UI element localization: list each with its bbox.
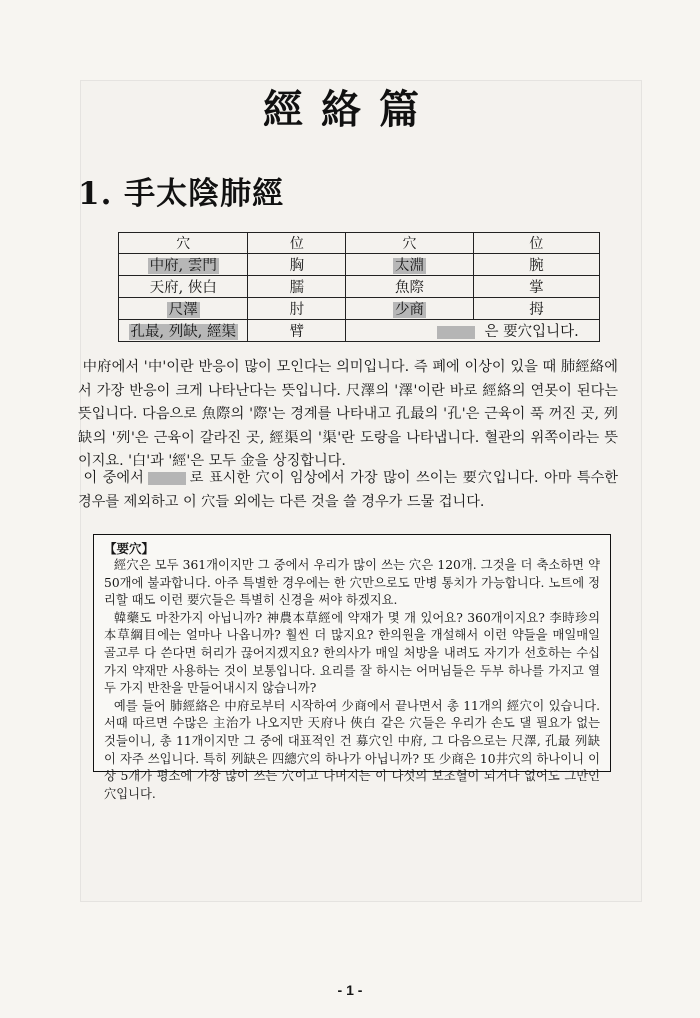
paragraph-text: 中府에서 '中'이란 반응이 많이 모인다는 의미입니다. 즉 폐에 이상이 있을 때 肺經絡에서 가장 반응이 크게 나타난다는 뜻입니다. 尺澤의 '澤'이란 바로 經絡의 연못이 된다는 뜻입니다. 다음으로 魚際의 '際'는 경계를 나타내고 孔最의 '孔'은 근육이 푹 꺼진 곳, 列缺의 '列'은 근육이 갈라진 곳, 經渠의 '渠'란 도랑을 나타냅니다. 혈관의 위쪽이라는 뜻이지요. '白'과 '經'은 모두 金을 상징합니다. xyxy=(78,359,618,469)
acupoint-table xyxy=(118,232,600,342)
table-cell xyxy=(119,254,248,276)
table-row xyxy=(119,298,600,320)
highlighted-point: 太淵 xyxy=(395,258,425,274)
page-title: 經絡篇 xyxy=(263,86,437,133)
table-cell: 掌 xyxy=(473,276,599,298)
table-header-point: 穴 xyxy=(346,233,474,254)
table-cell xyxy=(346,254,474,276)
box-heading: 【要穴】 xyxy=(104,541,155,556)
body-paragraph xyxy=(78,467,618,514)
highlighted-point: 孔最, 列缺, 經渠 xyxy=(130,324,236,340)
box-paragraph: 韓藥도 마찬가지 아닙니까? 神農本草經에 약재가 몇 개 있어요? 360개이지요? 李時珍의 本草綱目에는 얼마나 나옵니까? 훨씬 더 많지요? 한의원을 개설해서 이런 약들을 매일매일 골고루 다 쓴다면 허리가 끊어지겠지요? 한의사가 매일 처방을 내려도 자기가 선호하는 수십 가지 약재만 사용하는 것이 보통입니다. 요리를 잘 하시는 어머님들은 두부 하나를 가지고 열 두 가지 반찬을 만들어내시지 않습니까? xyxy=(104,610,600,696)
box-paragraph: 經穴은 모두 361개이지만 그 중에서 우리가 많이 쓰는 穴은 120개. 그것을 더 축소하면 약 50개에 불과합니다. 아주 특별한 경우에는 한 穴만으로도 만병 통치가 가능합니다. 노트에 정리할 때도 이런 要穴들은 특별히 신경을 써야 하겠지요. xyxy=(104,558,600,608)
paragraph-text: 이 중에서 xyxy=(83,470,144,486)
table-legend-text: 은 要穴입니다. xyxy=(484,324,579,340)
table-cell: 臑 xyxy=(248,276,346,298)
table-header-point: 穴 xyxy=(119,233,248,254)
table-row xyxy=(119,254,600,276)
table-cell xyxy=(119,298,248,320)
page-number: - 1 - xyxy=(337,982,363,998)
box-paragraph: 예를 들어 肺經絡은 中府로부터 시작하여 少商에서 끝나면서 총 11개의 經穴이 있습니다. 서때 따르면 수많은 主治가 나오지만 天府나 俠白 같은 穴들은 우리가 손도 댈 필요가 없는 것들이니, 총 11개이지만 그 중에 대표적인 건 募穴인 中府, 그 다음으로는 尺澤, 孔最 列缺이 자주 쓰입니다. 특히 列缺은 四總穴의 하나가 아닙니까? 또 少商은 10井穴의 하나이니 이상 5개가 평소에 가장 많이 쓰는 穴이고 나머지는 이 다섯의 보조혈이 되거나 없어도 그만인 穴입니다. xyxy=(104,698,600,801)
highlight-legend-swatch xyxy=(437,326,475,339)
table-row xyxy=(119,320,600,342)
table-cell xyxy=(119,320,248,342)
paragraph-text: 로 표시한 穴이 임상에서 가장 많이 쓰이는 要穴입니다. 아마 특수한 경우를 제외하고 이 穴들 외에는 다른 것을 쓸 경우가 드물 겁니다. xyxy=(78,470,618,510)
highlight-legend-swatch xyxy=(148,472,186,485)
table-cell: 天府, 俠白 xyxy=(119,276,248,298)
highlighted-point: 中府, 雲門 xyxy=(149,258,217,274)
table-header-row xyxy=(119,233,600,254)
table-legend-cell xyxy=(346,320,600,342)
section-title: 1. 手太陰肺經 xyxy=(78,176,285,212)
table-cell: 腕 xyxy=(473,254,599,276)
highlighted-point: 少商 xyxy=(395,302,425,318)
table-cell: 臂 xyxy=(248,320,346,342)
highlighted-point: 尺澤 xyxy=(168,302,198,318)
table-header-location: 位 xyxy=(473,233,599,254)
table-cell xyxy=(346,298,474,320)
box-body xyxy=(104,557,600,803)
table-cell: 魚際 xyxy=(346,276,474,298)
table-cell: 胸 xyxy=(248,254,346,276)
body-paragraph xyxy=(78,356,618,474)
table-row xyxy=(119,276,600,298)
table-cell: 拇 xyxy=(473,298,599,320)
table-header-location: 位 xyxy=(248,233,346,254)
table-cell: 肘 xyxy=(248,298,346,320)
key-points-box xyxy=(93,534,611,801)
